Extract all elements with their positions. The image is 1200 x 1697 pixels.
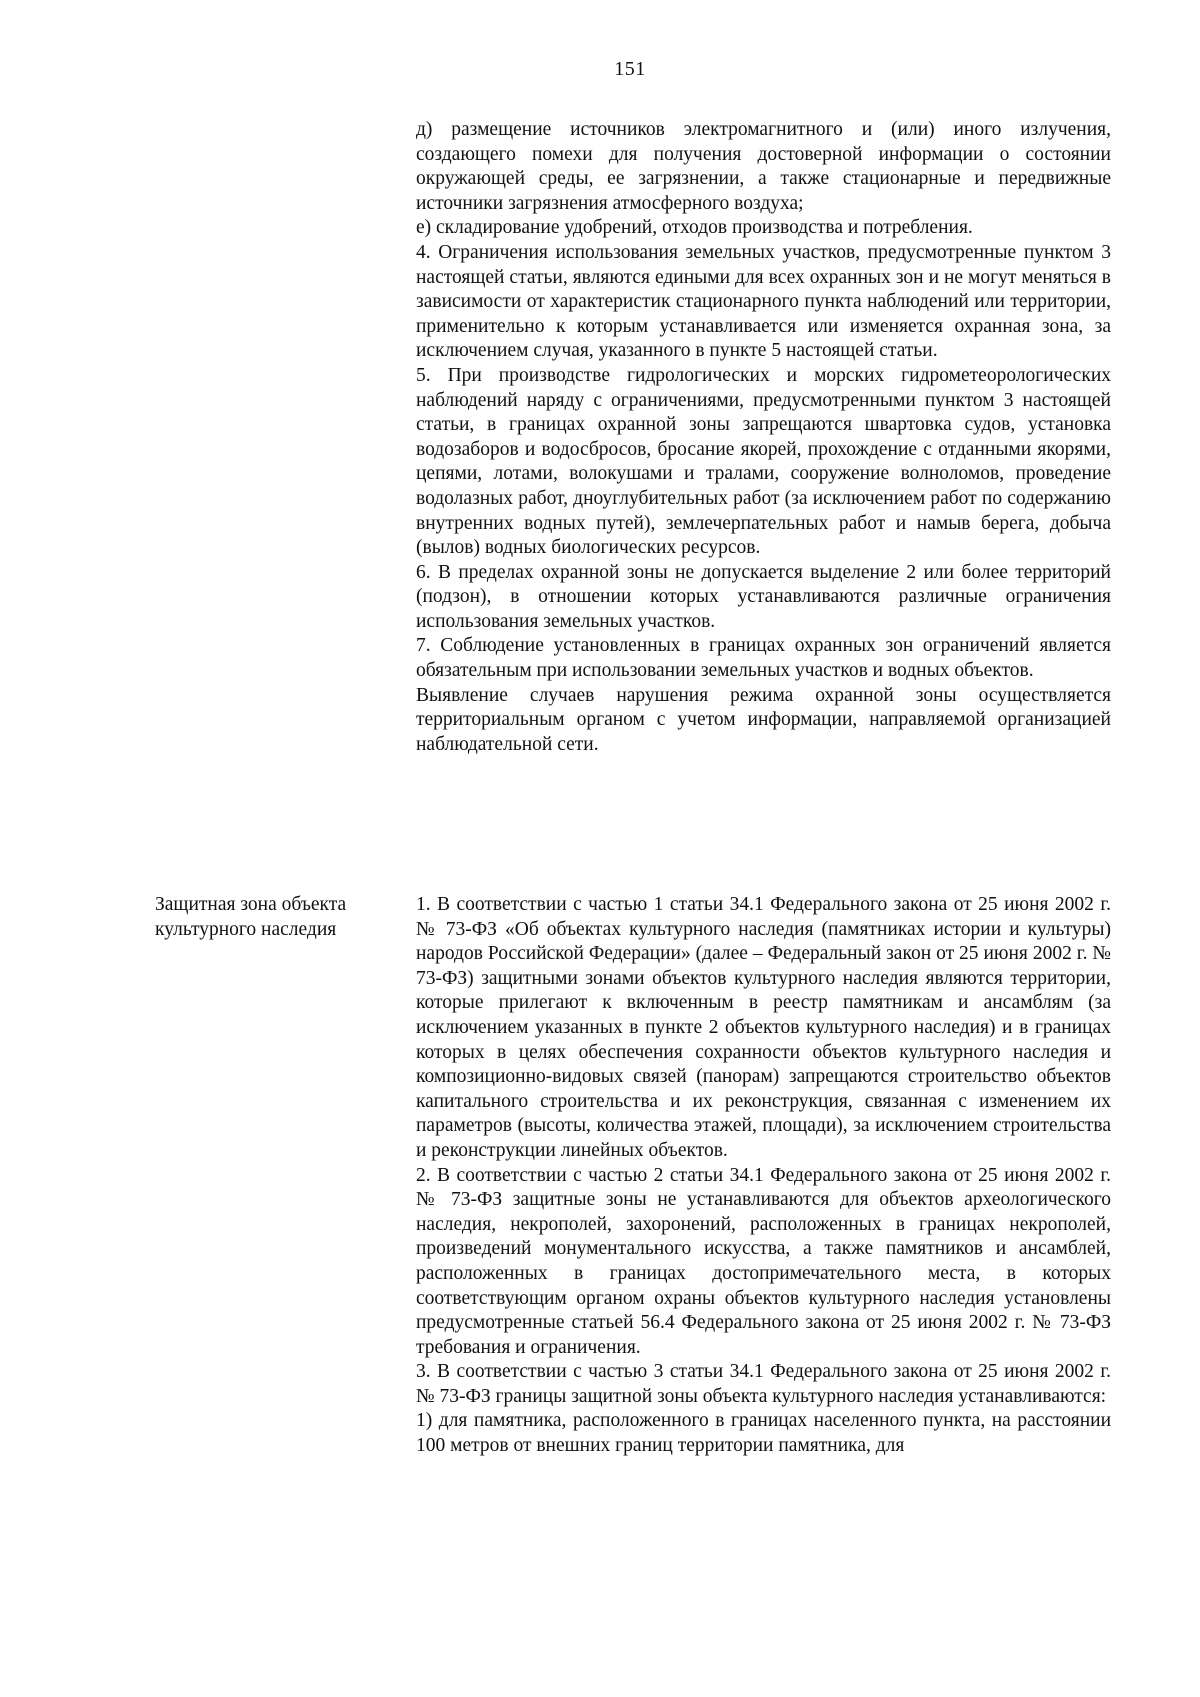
paragraph: д) размещение источников электромагнитного и (или) иного излучения, создающего помехи для получения достоверной информации о состоянии окружающей среды, ее загрязнении, а также стационарные и передвижные источники загрязнения атмосферного воздуха; xyxy=(416,119,1111,214)
paragraph: 5. При производстве гидрологических и морских гидрометеорологических наблюдений наряду с ограничениями, предусмотренными пунктом 3 настоящей статьи, в границах охранной зоны запрещаются швартовка судов, установка водозаборов и водосбросов, бросание якорей, прохождение с отданными якорями, цепями, лотами, волокушами и тралами, сооружение волноломов, проведение водолазных работ, дноуглубительных работ (за исключением работ по содержанию внутренних водных путей), землечерпательных работ и намыв берега, добыча (вылов) водных биологических ресурсов. xyxy=(416,364,1111,559)
paragraph: 4. Ограничения использования земельных участков, предусмотренные пунктом 3 настоящей статьи, являются едиными для всех охранных зон и не могут меняться в зависимости от характеристик стационарного пункта наблюдений или территории, применительно к которым устанавливается или изменяется охранная зона, за исключением случая, указанного в пункте 5 настоящей статьи. xyxy=(416,241,1111,362)
paragraph: 6. В пределах охранной зоны не допускается выделение 2 или более территорий (подзон), в отношении которых устанавливаются различные ограничения использования земельных участков. xyxy=(416,561,1111,632)
zone-label: Защитная зона объекта культурного наследия xyxy=(155,894,347,940)
paragraph: 1) для памятника, расположенного в границах населенного пункта, на расстоянии 100 метров от внешних границ территории памятника, для xyxy=(416,1410,1111,1457)
paragraph: 7. Соблюдение установленных в границах охранных зон ограничений является обязательным при использовании земельных участков и водных объектов. xyxy=(416,635,1111,682)
paragraph: е) складирование удобрений, отходов производства и потребления. xyxy=(416,217,973,239)
page-number: 151 xyxy=(614,58,646,80)
zone-section-text xyxy=(416,893,1111,1459)
top-section-text xyxy=(416,118,1111,757)
paragraph: 2. В соответствии с частью 2 статьи 34.1 Федерального закона от 25 июня 2002 г. № 73-ФЗ защитные зоны не устанавливаются для объектов археологического наследия, некрополей, захоронений, расположенных в границах некрополей, произведений монументального искусства, а также памятников и ансамблей, расположенных в границах достопримечательного места, в которых соответствующим органом охраны объектов культурного наследия установлены предусмотренные статьей 56.4 Федерального закона от 25 июня 2002 г. № 73-ФЗ требования и ограничения. xyxy=(416,1164,1111,1358)
paragraph: 3. В соответствии с частью 3 статьи 34.1 Федерального закона от 25 июня 2002 г. № 73-ФЗ границы защитной зоны объекта культурного наследия устанавливаются: xyxy=(416,1361,1111,1407)
paragraph: Выявление случаев нарушения режима охранной зоны осуществляется территориальным органом с учетом информации, направляемой организацией наблюдательной сети. xyxy=(416,684,1111,755)
paragraph: 1. В соответствии с частью 1 статьи 34.1 Федерального закона от 25 июня 2002 г. № 73-ФЗ «Об объектах культурного наследия (памятниках истории и культуры) народов Российской Федерации» (далее – Федеральный закон от 25 июня 2002 г. № 73-ФЗ) защитными зонами объектов культурного наследия являются территории, которые прилегают к включенным в реестр памятникам и ансамблям (за исключением указанных в пункте 2 объектов культурного наследия) и в границах которых в целях обеспечения сохранности объектов культурного наследия и композиционно-видовых связей (панорам) запрещаются строительство объектов капитального строительства и их реконструкция, связанная с изменением их параметров (высоты, количества этажей, площади), за исключением строительства и реконструкции линейных объектов. xyxy=(416,894,1111,1161)
